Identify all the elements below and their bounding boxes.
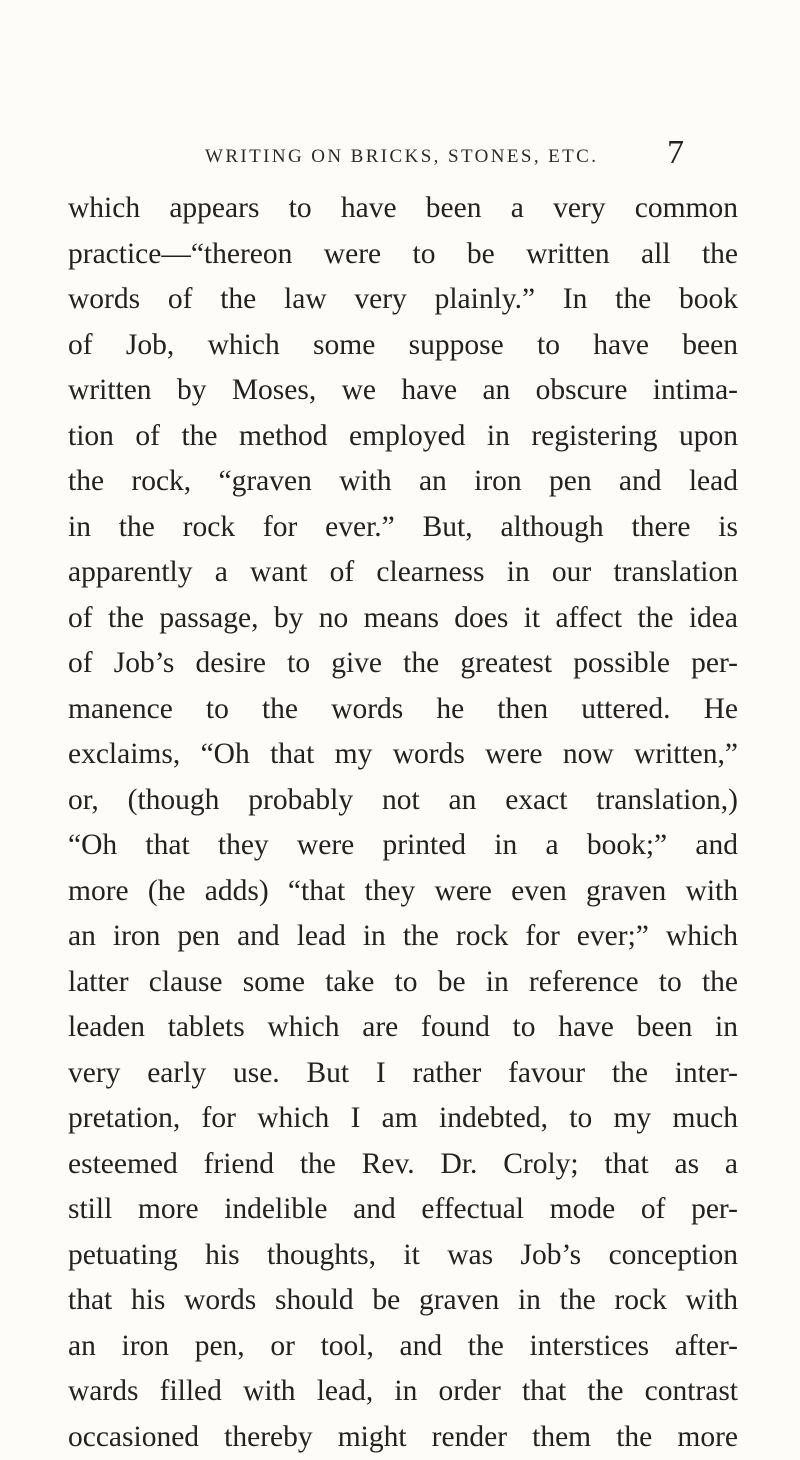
text-line: apparently a want of clearness in our translation: [68, 550, 738, 596]
text-line: occasioned thereby might render them the more: [68, 1415, 738, 1460]
text-line: esteemed friend the Rev. Dr. Croly; that as a: [68, 1142, 738, 1188]
text-line: the rock, “graven with an iron pen and lead: [68, 459, 738, 505]
text-line: tion of the method employed in registering upon: [68, 414, 738, 460]
text-line: wards filled with lead, in order that the contrast: [68, 1369, 738, 1415]
text-line: an iron pen and lead in the rock for ever;” which: [68, 914, 738, 960]
text-line: of Job, which some suppose to have been: [68, 323, 738, 369]
text-line: exclaims, “Oh that my words were now written,”: [68, 732, 738, 778]
text-line: latter clause some take to be in reference to the: [68, 960, 738, 1006]
text-line: words of the law very plainly.” In the book: [68, 277, 738, 323]
text-line: petuating his thoughts, it was Job’s conception: [68, 1233, 738, 1279]
body-text: [68, 186, 738, 1460]
text-line: of the passage, by no means does it affect the idea: [68, 596, 738, 642]
text-line: or, (though probably not an exact translation,): [68, 778, 738, 824]
page-number: 7: [667, 134, 684, 172]
text-line: in the rock for ever.” But, although there is: [68, 505, 738, 551]
text-line: “Oh that they were printed in a book;” and: [68, 823, 738, 869]
text-line: written by Moses, we have an obscure intima-: [68, 368, 738, 414]
text-line: very early use. But I rather favour the inter-: [68, 1051, 738, 1097]
text-line: pretation, for which I am indebted, to my much: [68, 1096, 738, 1142]
text-line: still more indelible and effectual mode of per-: [68, 1187, 738, 1233]
text-line: which appears to have been a very common: [68, 186, 738, 232]
text-line: manence to the words he then uttered. He: [68, 687, 738, 733]
text-line: of Job’s desire to give the greatest possible per-: [68, 641, 738, 687]
running-head: WRITING ON BRICKS, STONES, ETC.: [205, 146, 598, 168]
text-line: more (he adds) “that they were even graven with: [68, 869, 738, 915]
text-line: leaden tablets which are found to have been in: [68, 1005, 738, 1051]
text-line: an iron pen, or tool, and the interstices after-: [68, 1324, 738, 1370]
text-line: practice—“thereon were to be written all the: [68, 232, 738, 278]
text-line: that his words should be graven in the rock with: [68, 1278, 738, 1324]
